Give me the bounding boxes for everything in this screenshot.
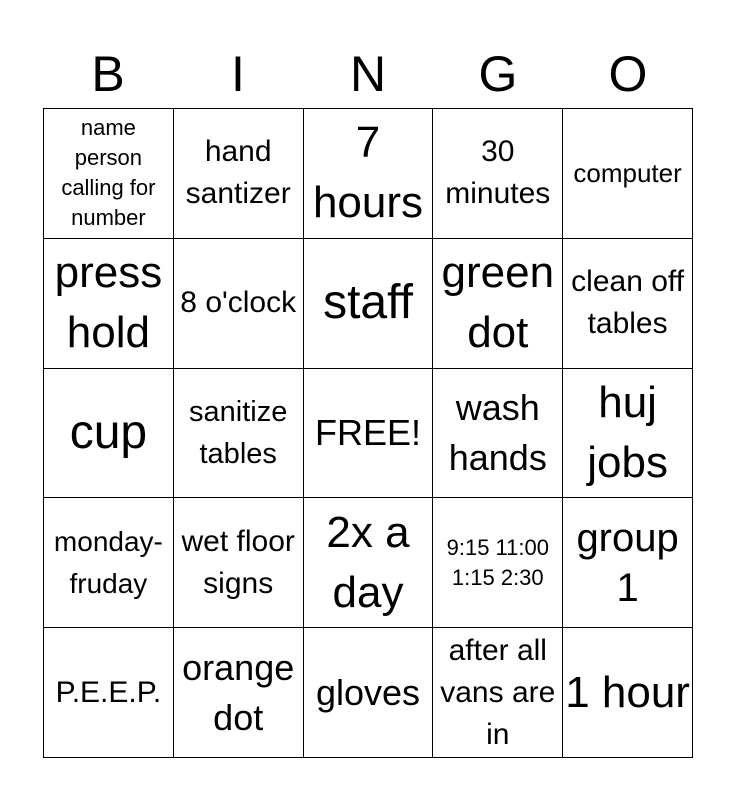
bingo-cell: group 1 (563, 498, 693, 628)
bingo-cell: clean off tables (563, 239, 693, 369)
bingo-cell: 30 minutes (433, 109, 563, 239)
bingo-cell: after all vans are in (433, 628, 563, 758)
bingo-cell: green dot (433, 239, 563, 369)
bingo-cell: 9:15 11:00 1:15 2:30 (433, 498, 563, 628)
bingo-cell: staff (304, 239, 434, 369)
bingo-cell: 1 hour (563, 628, 693, 758)
bingo-cell: name person calling for number (44, 109, 174, 239)
header-letter-i: I (231, 46, 245, 102)
bingo-cell: monday-fruday (44, 498, 174, 628)
bingo-cell: 8 o'clock (174, 239, 304, 369)
header-letter-n: N (349, 46, 387, 102)
bingo-cell: huj jobs (563, 369, 693, 499)
header-letter-b: B (91, 46, 125, 102)
bingo-cell: 7 hours (304, 109, 434, 239)
bingo-cell: 2x a day (304, 498, 434, 628)
header-letter-g: G (478, 46, 518, 102)
bingo-cell: wash hands (433, 369, 563, 499)
header-letter-o: O (608, 46, 648, 102)
bingo-cell: wet floor signs (174, 498, 304, 628)
bingo-grid (43, 108, 693, 758)
bingo-header (43, 40, 693, 108)
bingo-cell: sanitize tables (174, 369, 304, 499)
bingo-cell: P.E.E.P. (44, 628, 174, 758)
bingo-cell: FREE! (304, 369, 434, 499)
bingo-cell: computer (563, 109, 693, 239)
bingo-cell: orange dot (174, 628, 304, 758)
bingo-cell: press hold (44, 239, 174, 369)
bingo-cell: hand santizer (174, 109, 304, 239)
bingo-cell: cup (44, 369, 174, 499)
bingo-cell: gloves (304, 628, 434, 758)
